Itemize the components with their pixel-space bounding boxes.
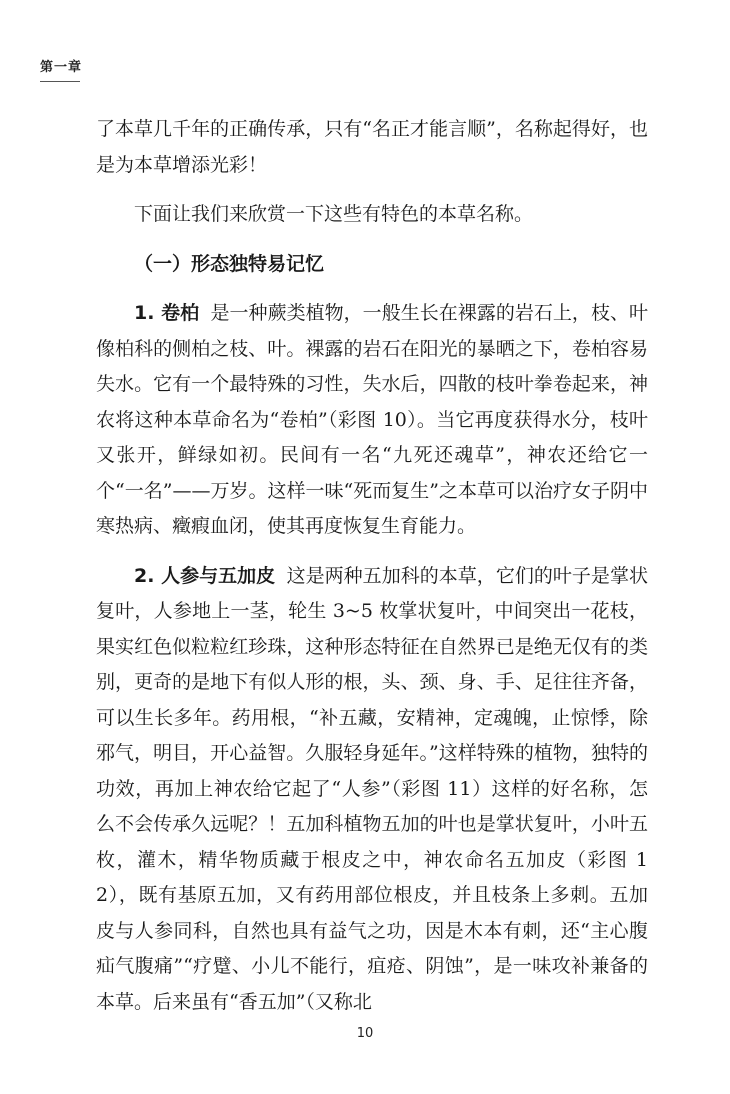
intro-continuation-paragraph: 了本草几千年的正确传承，只有“名正才能言顺”，名称起得好，也是为本草增添光彩！: [96, 118, 648, 176]
paragraph-gap: [96, 282, 648, 296]
paragraph-gap: [96, 183, 648, 197]
item-juanbai-paragraph: [96, 296, 648, 545]
header-rule: [40, 81, 80, 82]
item-renshen-paragraph: [96, 559, 648, 1021]
item-juanbai-text: 是一种蕨类植物，一般生长在裸露的岩石上，枝、叶像柏科的侧柏之枝、叶。裸露的岩石在阳光的暴晒之下，卷柏容易失水。它有一个最特殊的习性，失水后，四散的枝叶拳卷起来，神农将这种本草命名为“卷柏”（彩图 10）。当它再度获得水分，枝叶又张开，鲜绿如初。民间有一名“九死还魂草”，神农还给它一个“一名”——万岁。这样一味“死而复生”之本草可以治疗女子阴中寒热病、癥瘕血闭，使其再度恢复生育能力。: [96, 302, 648, 537]
lead-in-paragraph: 下面让我们来欣赏一下这些有特色的本草名称。: [134, 203, 534, 225]
paragraph-gap: [96, 233, 648, 247]
item-juanbai-title: 1. 卷柏: [134, 302, 200, 324]
page-number: 10: [356, 1026, 374, 1041]
running-header-chapter: 第一章: [40, 60, 83, 75]
section-heading: （一）形态独特易记忆: [134, 252, 325, 275]
paragraph-gap: [96, 545, 648, 559]
item-renshen-text: 这是两种五加科的本草，它们的叶子是掌状复叶，人参地上一茎，轮生 3~5 枚掌状复叶，中间突出一花枝，果实红色似粒粒红珍珠，这种形态特征在自然界已是绝无仅有的类别，更奇的是地下有似人形的根，头、颈、身、手、足往往齐备，可以生长多年。药用根，“补五藏，安精神，定魂魄，止惊悸，除邪气，明目，开心益智。久服轻身延年。”这样特殊的植物，独特的功效，再加上神农给它起了“人参”（彩图 11）这样的好名称，怎么不会传承久远呢？！五加科植物五加的叶也是掌状复叶，小叶五枚，灌木，精华物质藏于根皮之中，神农命名五加皮（彩图 12），既有基原五加，又有药用部位根皮，并且枝条上多刺。五加皮与人参同科，自然也具有益气之功，因是木本有刺，还“主心腹疝气腹痛”“疗躄、小儿不能行，疽疮、阴蚀”，是一味攻补兼备的本草。后来虽有“香五加”（又称北: [96, 564, 648, 1013]
item-renshen-title: 2. 人参与五加皮: [134, 564, 276, 587]
page-body: [96, 112, 648, 1020]
